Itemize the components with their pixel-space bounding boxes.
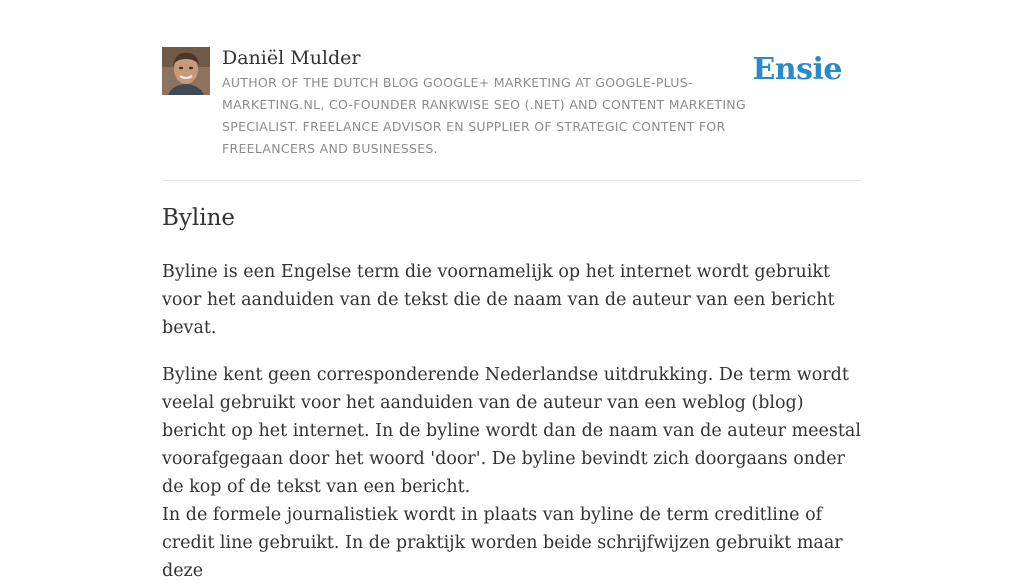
author-avatar[interactable] xyxy=(162,47,210,95)
author-name[interactable]: Daniël Mulder xyxy=(222,47,361,69)
author-bio: AUTHOR OF THE DUTCH BLOG GOOGLE+ MARKETING AT GOOGLE-PLUS-MARKETING.NL, CO-FOUNDER RANKWISE SEO (.NET) AND CONTENT MARKETING SPECIALIST. FREELANCE ADVISOR EN SUPPLIER OF STRATEGIC CONTENT FOR FREELANCERS AND BUSINESSES. xyxy=(222,75,746,156)
article-title: Byline xyxy=(162,205,236,231)
author-header xyxy=(162,46,862,181)
article-paragraph: Byline is een Engelse term die voornamelijk op het internet wordt gebruikt voor het aanduiden van de tekst die de naam van de auteur van een bericht bevat. xyxy=(162,262,835,338)
avatar-photo-icon xyxy=(162,47,210,95)
ensie-logo[interactable]: Ensie xyxy=(752,52,842,87)
article-paragraph xyxy=(162,361,862,585)
article xyxy=(162,200,862,585)
article-paragraph-text: In de formele journalistiek wordt in plaats van byline de term creditline of credit line gebruikt. In de praktijk worden beide schrijfwijzen gebruikt maar deze xyxy=(162,505,843,581)
article-paragraph-text: Byline kent geen corresponderende Nederlandse uitdrukking. De term wordt veelal gebruikt voor het aanduiden van de auteur van een weblog (blog) bericht op het internet. In de byline wordt dan de naam van de auteur meestal voorafgegaan door het woord 'door'. De byline bevindt zich doorgaans onder de kop of de tekst van een bericht. xyxy=(162,365,861,497)
